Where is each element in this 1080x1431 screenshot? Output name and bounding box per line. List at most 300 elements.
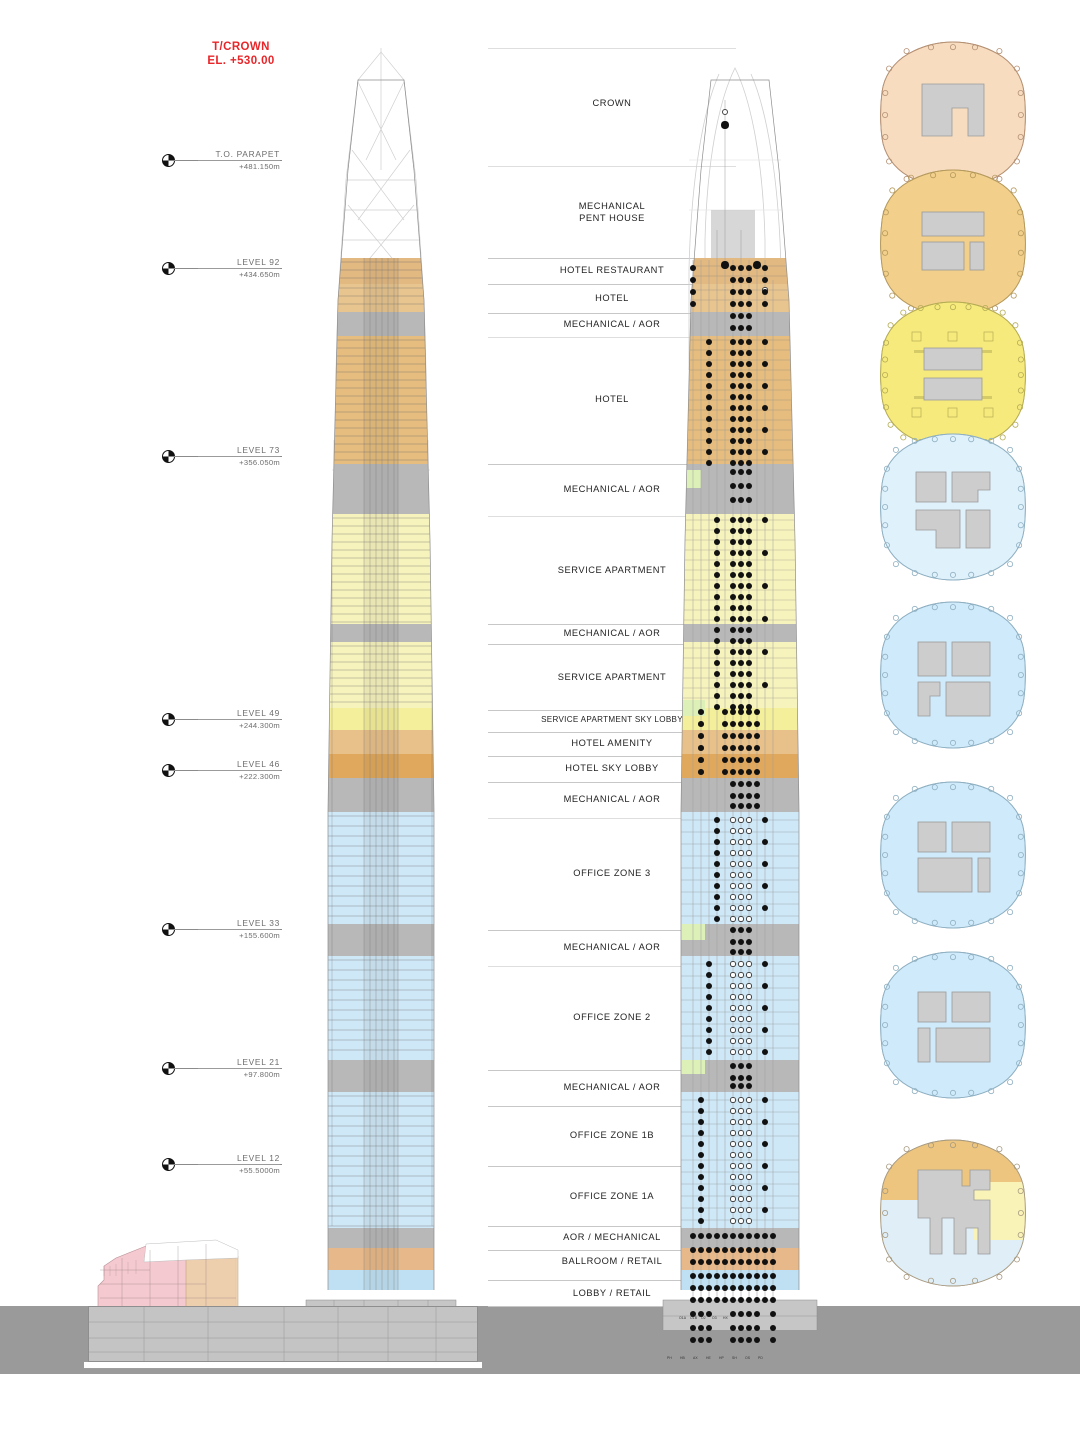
elevator-stop <box>714 660 720 666</box>
service-apartment-plan <box>878 300 1028 450</box>
elevator-stop <box>746 350 752 356</box>
level-text-block <box>198 918 280 940</box>
elevator-stop <box>738 927 744 933</box>
program-band-label: MECHANICAL / AOR <box>563 793 661 804</box>
elevator-stop <box>746 949 752 955</box>
elevator-stop-open <box>730 1038 735 1043</box>
elevator-stop <box>698 1207 704 1213</box>
elevator-stop <box>746 394 752 400</box>
elevator-stop-open <box>738 883 743 888</box>
elevator-stop-open <box>746 1163 751 1168</box>
elevator-stop-open <box>730 1174 735 1179</box>
elevator-stop <box>721 121 728 128</box>
elevator-stop <box>762 839 768 845</box>
elevator-stop <box>730 939 736 945</box>
elevator-stop-open <box>730 1049 735 1054</box>
elevator-stop-open <box>730 861 735 866</box>
program-band-label: SERVICE APARTMENT <box>557 671 667 682</box>
elevator-stop <box>754 1273 760 1279</box>
elevator-code-label: OS <box>745 1356 751 1360</box>
elevator-stop <box>770 1233 776 1239</box>
elevator-stop <box>746 460 752 466</box>
elevator-stop <box>738 361 744 367</box>
elevator-stop-open <box>738 905 743 910</box>
level-elevation: +434.650m <box>239 270 280 279</box>
elevator-stop <box>730 265 736 271</box>
elevator-stop <box>698 721 704 727</box>
elevator-stop <box>738 757 744 763</box>
elevator-stop <box>730 594 736 600</box>
program-band-label: BALLROOM / RETAIL <box>561 1255 663 1266</box>
elevator-stop <box>738 1083 744 1089</box>
elevator-stop <box>738 460 744 466</box>
elevator-stop <box>738 745 744 751</box>
level-name: T.O. PARAPET <box>198 149 280 161</box>
elevator-stop <box>714 583 720 589</box>
level-name: LEVEL 33 <box>198 918 280 930</box>
elevator-stop <box>730 638 736 644</box>
elevator-stop <box>730 277 736 283</box>
elevator-stop <box>730 682 736 688</box>
elevator-stop <box>714 1273 720 1279</box>
elevator-stop <box>730 1259 736 1265</box>
elevator-stop <box>698 1285 704 1291</box>
elevator-stop <box>714 905 720 911</box>
elevator-stop <box>762 961 768 967</box>
elevator-stop-open <box>746 983 751 988</box>
elevator-stop <box>746 721 752 727</box>
elevator-stop <box>746 1273 752 1279</box>
elevator-stop <box>730 427 736 433</box>
elevator-stop <box>762 1247 768 1253</box>
elevator-stop <box>730 949 736 955</box>
elevator-stop <box>746 803 752 809</box>
elevator-stop <box>762 277 768 283</box>
level-elevation: +244.300m <box>239 721 280 730</box>
elevator-stop-open <box>738 1027 743 1032</box>
elevator-stop <box>706 416 712 422</box>
elevator-stop-open <box>746 839 751 844</box>
elevator-stop <box>746 1075 752 1081</box>
elevator-stop-open <box>738 1141 743 1146</box>
elevator-stop-open <box>738 961 743 966</box>
elevator-stop-open <box>746 1207 751 1212</box>
elevator-stop <box>730 605 736 611</box>
elevator-stop-open <box>746 1049 751 1054</box>
elevator-stop <box>730 325 736 331</box>
elevator-stop <box>714 1259 720 1265</box>
elevator-stop <box>706 1049 712 1055</box>
elevator-stop-open <box>730 1119 735 1124</box>
elevator-stop <box>746 939 752 945</box>
elevator-stop-open <box>730 983 735 988</box>
elevator-stop <box>738 1247 744 1253</box>
elevator-stop <box>714 828 720 834</box>
elevator-stop <box>730 550 736 556</box>
program-band-label: OFFICE ZONE 1B <box>569 1129 655 1140</box>
elevator-stop <box>714 1247 720 1253</box>
elevator-stop-open <box>738 1005 743 1010</box>
elevator-stop <box>762 1049 768 1055</box>
elevator-stop <box>714 594 720 600</box>
program-band-label: HOTEL RESTAURANT <box>559 264 665 275</box>
elevator-stop <box>706 1259 712 1265</box>
program-band-label: HOTEL <box>595 393 629 404</box>
office-zone-1b-plan <box>878 780 1028 930</box>
building-section-elevation <box>286 40 476 1330</box>
office-zone-2-plan <box>878 600 1028 750</box>
elevator-stop <box>690 1233 696 1239</box>
section-svg <box>286 40 476 1330</box>
elevator-stop <box>746 1233 752 1239</box>
elevator-stop-open <box>730 1108 735 1113</box>
office-zone-3-plan <box>878 432 1028 582</box>
elevator-stop-open <box>746 961 751 966</box>
elevator-stop-open <box>738 1049 743 1054</box>
elevator-stop-open <box>746 1196 751 1201</box>
program-band-label: LOBBY / RETAIL <box>572 1287 652 1298</box>
elevator-stop <box>730 313 736 319</box>
elevator-stop <box>730 483 736 489</box>
elevator-stop <box>738 682 744 688</box>
elevator-stop-open <box>738 872 743 877</box>
elevator-stop <box>706 1005 712 1011</box>
basement-floor-line <box>84 1362 482 1369</box>
elevator-stop-open <box>738 1016 743 1021</box>
elevator-stop <box>730 449 736 455</box>
elevator-stop <box>762 1141 768 1147</box>
elevator-stop-open <box>746 828 751 833</box>
program-band-label: MECHANICAL / AOR <box>563 941 661 952</box>
elevator-stop <box>714 616 720 622</box>
elevator-stop-open <box>738 828 743 833</box>
elevator-stop <box>762 449 768 455</box>
level-name: LEVEL 46 <box>198 759 280 771</box>
elevator-stop <box>738 350 744 356</box>
elevator-stop <box>738 372 744 378</box>
elevator-stop <box>706 372 712 378</box>
elevator-stop <box>762 1097 768 1103</box>
elevator-stop <box>714 605 720 611</box>
elevator-stop <box>754 769 760 775</box>
elevator-stop <box>738 289 744 295</box>
elevator-stop <box>698 1273 704 1279</box>
elevator-stop <box>722 769 728 775</box>
elevator-stop <box>730 372 736 378</box>
elevator-stop <box>746 1247 752 1253</box>
elevator-stop-open <box>746 1016 751 1021</box>
elevator-stop <box>746 539 752 545</box>
program-band-label: MECHANICAL / AOR <box>563 318 661 329</box>
elevator-stop <box>714 539 720 545</box>
elevator-stop <box>690 265 696 271</box>
elevator-stop-open <box>730 1005 735 1010</box>
elevator-stop-open <box>738 1152 743 1157</box>
elevator-stop <box>730 757 736 763</box>
elevator-stop <box>730 583 736 589</box>
elevator-stop <box>746 745 752 751</box>
elevator-stop <box>698 1152 704 1158</box>
elevator-stop <box>714 850 720 856</box>
elevator-stop <box>722 1247 728 1253</box>
elevator-stop <box>738 616 744 622</box>
elevator-stop-open <box>738 994 743 999</box>
program-band-label: AOR / MECHANICAL <box>563 1231 661 1242</box>
level-name: LEVEL 73 <box>198 445 280 457</box>
elevator-stop-open <box>738 839 743 844</box>
level-name: LEVEL 92 <box>198 257 280 269</box>
elevator-stop <box>762 583 768 589</box>
elevator-stop <box>714 1233 720 1239</box>
elevator-stop <box>730 649 736 655</box>
elevator-stop <box>698 733 704 739</box>
elevator-stop <box>730 769 736 775</box>
elevator-stop <box>730 289 736 295</box>
level-text-block <box>198 257 280 279</box>
elevator-stop <box>714 1285 720 1291</box>
elevator-stop <box>754 733 760 739</box>
elevator-stop-open <box>730 828 735 833</box>
elevator-stop-open <box>746 1108 751 1113</box>
program-band-label: OFFICE ZONE 2 <box>573 1011 651 1022</box>
elevator-stop <box>762 301 768 307</box>
elevator-stop <box>746 361 752 367</box>
elevator-stop <box>738 1063 744 1069</box>
elevator-stop-open <box>738 972 743 977</box>
elevator-stop <box>698 1259 704 1265</box>
elevator-stop <box>730 460 736 466</box>
elevator-stop <box>698 1119 704 1125</box>
elevator-stop <box>706 405 712 411</box>
elevator-stop <box>754 721 760 727</box>
elevator-stop <box>762 550 768 556</box>
elevator-stop-open <box>746 861 751 866</box>
level-name: LEVEL 49 <box>198 708 280 720</box>
elevator-stop <box>746 438 752 444</box>
elevator-stop <box>746 927 752 933</box>
elevator-stop-open <box>746 905 751 910</box>
elevator-stop <box>762 1285 768 1291</box>
elevator-stop-open <box>730 894 735 899</box>
elevator-stop <box>698 709 704 715</box>
elevator-stop <box>746 1259 752 1265</box>
elevator-stop <box>714 627 720 633</box>
elevator-stop <box>746 561 752 567</box>
elevator-stop <box>770 1273 776 1279</box>
hotel-plan <box>878 168 1028 318</box>
elevator-stop <box>738 949 744 955</box>
elevator-stop <box>738 649 744 655</box>
elevator-stop-open <box>738 1174 743 1179</box>
elevator-stop-open <box>730 994 735 999</box>
elevator-stop <box>714 638 720 644</box>
elevator-stop <box>690 277 696 283</box>
elevator-stop-open <box>730 1141 735 1146</box>
elevator-stop <box>746 497 752 503</box>
elevator-stop <box>730 1273 736 1279</box>
elevator-stop-open <box>730 883 735 888</box>
elevator-stop <box>714 872 720 878</box>
elevator-stop <box>730 438 736 444</box>
elevator-stop <box>738 427 744 433</box>
elevator-stop <box>746 550 752 556</box>
elevator-stop <box>690 1285 696 1291</box>
elevator-stop <box>738 627 744 633</box>
elevator-stop <box>754 745 760 751</box>
level-marker <box>162 257 284 281</box>
elevator-stop <box>738 583 744 589</box>
elevator-code-label: HP <box>719 1356 724 1360</box>
elevator-stop <box>730 733 736 739</box>
elevator-stop <box>706 1273 712 1279</box>
elevator-stop <box>738 539 744 545</box>
elevator-stop <box>746 1083 752 1089</box>
elevator-stop-open <box>738 1097 743 1102</box>
elevator-stop <box>722 1285 728 1291</box>
elevator-stop <box>746 289 752 295</box>
elevator-stop <box>746 769 752 775</box>
elevator-stop-open <box>746 1174 751 1179</box>
elevator-stop <box>746 405 752 411</box>
level-name: LEVEL 21 <box>198 1057 280 1069</box>
elevator-stop-open <box>746 1038 751 1043</box>
elevator-code-label: O1B <box>690 1316 698 1320</box>
elevator-stop <box>746 781 752 787</box>
program-band-label: MECHANICAL PENT HOUSE <box>578 200 646 223</box>
basement-grid <box>88 1306 478 1362</box>
elevator-stop <box>690 1273 696 1279</box>
elevator-stop <box>730 1247 736 1253</box>
elevator-stop-open <box>746 817 751 822</box>
elevator-stop <box>746 372 752 378</box>
elevator-stop <box>738 605 744 611</box>
elevator-stop <box>738 660 744 666</box>
elevator-stop-open <box>730 817 735 822</box>
elevator-stop <box>746 682 752 688</box>
elevator-stop <box>754 793 760 799</box>
elevator-stop <box>746 709 752 715</box>
elevator-stop <box>738 561 744 567</box>
elevator-stop-open <box>746 1218 751 1223</box>
elevator-stop-open <box>738 1038 743 1043</box>
elevator-stop <box>714 682 720 688</box>
elevator-stop <box>698 1247 704 1253</box>
elevator-stop <box>738 1075 744 1081</box>
elevator-stop-open <box>746 850 751 855</box>
elevator-stop <box>738 693 744 699</box>
elevator-stop-open <box>738 817 743 822</box>
elevator-stop <box>746 383 752 389</box>
elevator-stop <box>762 339 768 345</box>
elevator-code-label: AX <box>693 1356 698 1360</box>
elevator-stop <box>714 671 720 677</box>
elevator-stop-open <box>730 1207 735 1212</box>
crown-title-line2: EL. +530.00 <box>207 55 275 67</box>
elevator-stop <box>730 517 736 523</box>
elevator-stop <box>730 350 736 356</box>
elevator-stop <box>722 1273 728 1279</box>
elevator-stop-open <box>738 1185 743 1190</box>
elevator-stop <box>730 497 736 503</box>
elevator-stop <box>753 261 760 268</box>
elevator-stop <box>770 1247 776 1253</box>
elevator-stop <box>746 638 752 644</box>
elevator-stop <box>738 405 744 411</box>
elevator-stop <box>714 883 720 889</box>
elevator-stop <box>754 1233 760 1239</box>
elevator-stop <box>762 1207 768 1213</box>
elevator-stop-open <box>746 972 751 977</box>
elevator-stop <box>738 1233 744 1239</box>
elevator-stop <box>730 1083 736 1089</box>
elevator-stop <box>762 1027 768 1033</box>
elevator-stop <box>770 1285 776 1291</box>
program-band-label: SERVICE APARTMENT <box>557 564 667 575</box>
elevator-stop-open <box>730 1027 735 1032</box>
elevator-stop <box>738 793 744 799</box>
elevator-stop <box>730 721 736 727</box>
elevator-stop <box>706 1285 712 1291</box>
elevator-code-label: O2 <box>701 1316 706 1320</box>
program-band-label: OFFICE ZONE 1A <box>569 1190 655 1201</box>
elevator-stop <box>730 561 736 567</box>
program-band-label: OFFICE ZONE 3 <box>573 867 651 878</box>
elevator-stop <box>746 427 752 433</box>
elevator-stop <box>762 682 768 688</box>
elevator-stop <box>730 781 736 787</box>
elevator-stop <box>698 1108 704 1114</box>
elevator-stop <box>730 1233 736 1239</box>
elevator-stop <box>698 1163 704 1169</box>
elevator-stop <box>762 427 768 433</box>
elevator-stop <box>754 1285 760 1291</box>
elevator-stop <box>730 339 736 345</box>
program-band-label: SERVICE APARTMENT SKY LOBBY <box>541 714 683 724</box>
elevator-stop <box>746 265 752 271</box>
elevator-stop-open <box>738 850 743 855</box>
elevator-stop-open <box>738 894 743 899</box>
elevator-stop <box>762 289 768 295</box>
elevator-stop <box>746 483 752 489</box>
elevator-stop <box>722 721 728 727</box>
elevator-stop-open <box>738 1108 743 1113</box>
elevator-stop <box>746 449 752 455</box>
elevator-stop <box>698 1130 704 1136</box>
elevator-stop <box>770 1259 776 1265</box>
elevator-stop <box>762 1233 768 1239</box>
elevator-code-label: HX <box>723 1316 728 1320</box>
elevator-stop <box>746 1285 752 1291</box>
elevator-stop <box>746 528 752 534</box>
elevator-stop-open <box>746 994 751 999</box>
elevator-stop <box>754 781 760 787</box>
elevator-stop-open <box>738 1130 743 1135</box>
elevator-stop <box>730 927 736 933</box>
elevator-stop <box>706 994 712 1000</box>
grade-below-white <box>0 1374 1080 1431</box>
elevator-stop-open <box>730 850 735 855</box>
elevator-stop <box>762 383 768 389</box>
elevator-stop <box>706 1233 712 1239</box>
elevator-stop <box>738 1259 744 1265</box>
elevator-stop-open <box>738 1207 743 1212</box>
elevator-stop <box>706 438 712 444</box>
elevator-stop <box>730 394 736 400</box>
level-marker <box>162 918 284 942</box>
level-elevation: +97.800m <box>243 1070 280 1079</box>
elevator-stop-open <box>730 905 735 910</box>
elevator-stop <box>738 572 744 578</box>
